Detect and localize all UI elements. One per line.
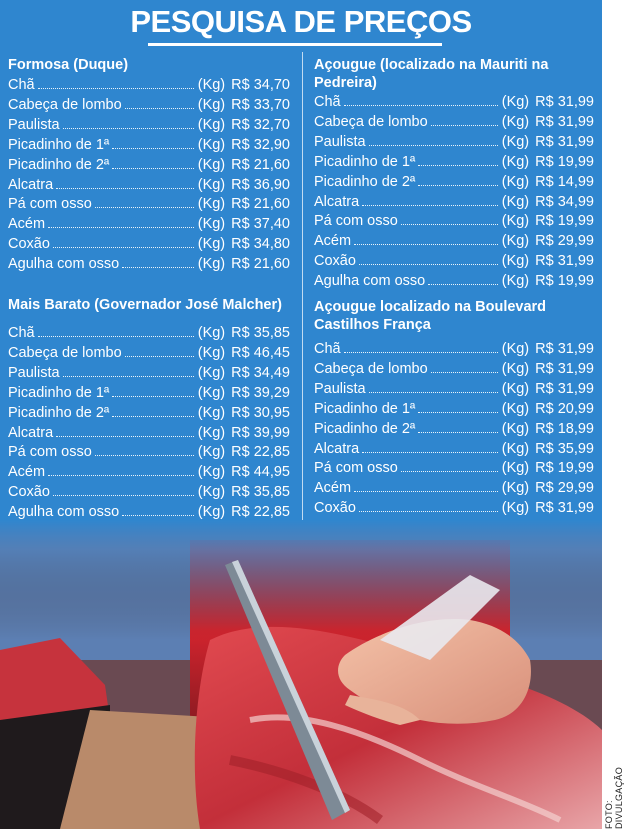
price-value: R$ 20,99 (535, 400, 594, 417)
cut-name: Alcatra (8, 176, 54, 193)
cut-name: Paulista (8, 116, 60, 133)
dot-leader (112, 137, 193, 149)
page-title: PESQUISA DE PREÇOS (130, 4, 472, 39)
price-value: R$ 34,99 (535, 193, 594, 210)
cut-name: Agulha com osso (8, 504, 120, 521)
unit-label: (Kg) (501, 420, 530, 437)
unit-label: (Kg) (501, 400, 530, 417)
unit-label: (Kg) (501, 440, 530, 457)
price-value: R$ 32,90 (231, 136, 290, 153)
price-row (8, 344, 290, 364)
price-row (8, 404, 290, 424)
price-row (8, 235, 290, 255)
price-value: R$ 31,99 (535, 133, 594, 150)
cut-name: Chã (314, 341, 341, 357)
unit-label: (Kg) (501, 193, 530, 210)
price-value: R$ 21,60 (231, 256, 290, 273)
photo-credit: FOTO: DIVULGAÇÃO (604, 766, 624, 829)
cut-name: Acém (314, 233, 352, 250)
price-value: R$ 19,99 (535, 273, 594, 290)
dot-leader (53, 236, 194, 248)
unit-label: (Kg) (197, 116, 226, 133)
dot-leader (418, 421, 497, 433)
price-row (8, 384, 290, 404)
dot-leader (401, 460, 498, 472)
store-name: Mais Barato (Governador José Malcher) (8, 297, 282, 313)
price-row (314, 113, 594, 133)
price-row (314, 272, 594, 292)
unit-label: (Kg) (501, 233, 530, 250)
unit-label: (Kg) (197, 216, 226, 233)
cut-name: Chã (314, 94, 341, 110)
dot-leader (369, 134, 498, 146)
dot-leader (63, 117, 194, 129)
price-list (8, 76, 290, 275)
unit-label: (Kg) (501, 273, 530, 290)
price-list (8, 324, 290, 523)
unit-label: (Kg) (197, 325, 226, 341)
price-row (314, 400, 594, 420)
price-value: R$ 31,99 (535, 380, 594, 397)
price-value: R$ 35,85 (231, 325, 290, 341)
price-value: R$ 37,40 (231, 216, 290, 233)
unit-label: (Kg) (197, 444, 226, 461)
cut-name: Coxão (8, 236, 50, 253)
dot-leader (359, 253, 498, 265)
dot-leader (359, 500, 498, 512)
price-list (314, 93, 594, 292)
unit-label: (Kg) (501, 360, 530, 377)
price-row (314, 232, 594, 252)
cut-name: Cabeça de lombo (314, 360, 428, 377)
dot-leader (431, 114, 498, 126)
unit-label: (Kg) (197, 196, 226, 213)
cut-name: Paulista (8, 364, 60, 381)
price-value: R$ 22,85 (231, 504, 290, 521)
dot-leader (401, 213, 498, 225)
cut-name: Cabeça de lombo (314, 113, 428, 130)
dot-leader (418, 401, 497, 413)
unit-label: (Kg) (197, 236, 226, 253)
price-value: R$ 31,99 (535, 360, 594, 377)
dot-leader (112, 385, 193, 397)
dot-leader (344, 94, 498, 106)
dot-leader (418, 154, 497, 166)
unit-label: (Kg) (197, 136, 226, 153)
unit-label: (Kg) (197, 424, 226, 441)
unit-label: (Kg) (501, 213, 530, 230)
cut-name: Picadinho de 1ª (314, 153, 416, 170)
cut-name: Pá com osso (314, 460, 398, 477)
unit-label: (Kg) (501, 480, 530, 497)
dot-leader (112, 157, 193, 169)
dot-leader (48, 216, 194, 228)
price-value: R$ 30,95 (231, 404, 290, 421)
dot-leader (344, 341, 498, 353)
title-underline (148, 43, 442, 46)
price-row (8, 364, 290, 384)
price-value: R$ 31,99 (535, 341, 594, 357)
price-row (314, 340, 594, 360)
price-row (314, 420, 594, 440)
price-value: R$ 36,90 (231, 176, 290, 193)
cut-name: Acém (8, 464, 46, 481)
unit-label: (Kg) (501, 113, 530, 130)
cut-name: Cabeça de lombo (8, 344, 122, 361)
price-value: R$ 35,85 (231, 484, 290, 501)
unit-label: (Kg) (197, 344, 226, 361)
store-mais-barato (8, 296, 290, 523)
cut-name: Pá com osso (314, 213, 398, 230)
dot-leader (428, 273, 498, 285)
cut-name: Agulha com osso (8, 256, 120, 273)
price-row (8, 324, 290, 344)
price-row (8, 156, 290, 176)
price-row (8, 424, 290, 444)
price-row (314, 93, 594, 113)
cut-name: Alcatra (314, 193, 360, 210)
price-row (314, 380, 594, 400)
dot-leader (48, 464, 194, 476)
unit-label: (Kg) (501, 94, 530, 110)
store-name: Açougue localizado na Boulevard Castilhos França (314, 299, 547, 333)
dot-leader (122, 504, 194, 516)
price-value: R$ 19,99 (535, 153, 594, 170)
dot-leader (125, 97, 194, 109)
dot-leader (38, 325, 194, 337)
store-acougue-mauriti (314, 56, 594, 292)
cut-name: Picadinho de 2ª (8, 156, 110, 173)
price-row (314, 173, 594, 193)
unit-label: (Kg) (501, 500, 530, 517)
cut-name: Picadinho de 1ª (8, 384, 110, 401)
price-value: R$ 22,85 (231, 444, 290, 461)
price-row (314, 252, 594, 272)
cut-name: Pá com osso (8, 196, 92, 213)
cut-name: Coxão (8, 484, 50, 501)
cut-name: Picadinho de 2ª (314, 420, 416, 437)
cut-name: Alcatra (314, 440, 360, 457)
price-row (8, 483, 290, 503)
unit-label: (Kg) (501, 133, 530, 150)
cut-name: Chã (8, 77, 35, 93)
cut-name: Paulista (314, 380, 366, 397)
column-divider (302, 52, 303, 530)
price-row (8, 116, 290, 136)
cut-name: Paulista (314, 133, 366, 150)
dot-leader (95, 196, 194, 208)
price-row (314, 479, 594, 499)
dot-leader (95, 444, 194, 456)
price-list (314, 340, 594, 539)
dot-leader (38, 77, 194, 89)
dot-leader (53, 484, 194, 496)
price-value: R$ 34,49 (231, 364, 290, 381)
unit-label: (Kg) (501, 173, 530, 190)
cut-name: Alcatra (8, 424, 54, 441)
dot-leader (125, 345, 194, 357)
price-row (8, 443, 290, 463)
price-row (314, 459, 594, 479)
store-formosa (8, 56, 290, 275)
price-row (314, 193, 594, 213)
cut-name: Cabeça de lombo (8, 96, 122, 113)
price-row (8, 195, 290, 215)
price-value: R$ 39,29 (231, 384, 290, 401)
unit-label: (Kg) (197, 364, 226, 381)
price-row (8, 255, 290, 275)
price-value: R$ 32,70 (231, 116, 290, 133)
unit-label: (Kg) (501, 153, 530, 170)
cut-name: Picadinho de 1ª (314, 400, 416, 417)
unit-label: (Kg) (197, 404, 226, 421)
cut-name: Coxão (314, 253, 356, 270)
price-row (8, 176, 290, 196)
price-value: R$ 35,99 (535, 440, 594, 457)
unit-label: (Kg) (197, 156, 226, 173)
unit-label: (Kg) (501, 380, 530, 397)
price-row (314, 440, 594, 460)
price-value: R$ 29,99 (535, 480, 594, 497)
cut-name: Pá com osso (8, 444, 92, 461)
price-value: R$ 19,99 (535, 213, 594, 230)
price-row (314, 133, 594, 153)
price-row (8, 215, 290, 235)
price-row (314, 153, 594, 173)
unit-label: (Kg) (501, 341, 530, 357)
unit-label: (Kg) (197, 484, 226, 501)
dot-leader (112, 405, 193, 417)
cut-name: Picadinho de 2ª (314, 173, 416, 190)
cut-name: Acém (8, 216, 46, 233)
price-value: R$ 31,99 (535, 500, 594, 517)
price-row (8, 463, 290, 483)
cut-name: Coxão (314, 500, 356, 517)
price-row (314, 212, 594, 232)
unit-label: (Kg) (501, 253, 530, 270)
price-value: R$ 31,99 (535, 94, 594, 110)
dot-leader (56, 177, 194, 189)
price-row (314, 499, 594, 519)
unit-label: (Kg) (197, 77, 226, 93)
price-value: R$ 19,99 (535, 460, 594, 477)
unit-label: (Kg) (197, 384, 226, 401)
price-row (8, 136, 290, 156)
dot-leader (63, 365, 194, 377)
price-value: R$ 21,60 (231, 156, 290, 173)
dot-leader (362, 441, 498, 453)
unit-label: (Kg) (197, 256, 226, 273)
cut-name: Picadinho de 2ª (8, 404, 110, 421)
dot-leader (56, 425, 194, 437)
dot-leader (122, 256, 194, 268)
unit-label: (Kg) (197, 176, 226, 193)
price-value: R$ 44,95 (231, 464, 290, 481)
unit-label: (Kg) (197, 464, 226, 481)
store-name: Açougue (localizado na Mauriti na Pedreira) (314, 57, 549, 91)
cut-name: Chã (8, 325, 35, 341)
dot-leader (362, 194, 498, 206)
unit-label: (Kg) (197, 504, 226, 521)
price-value: R$ 29,99 (535, 233, 594, 250)
price-value: R$ 39,99 (231, 424, 290, 441)
store-acougue-boulevard (314, 298, 594, 539)
dot-leader (369, 381, 498, 393)
price-value: R$ 31,99 (535, 113, 594, 130)
price-row (314, 360, 594, 380)
price-value: R$ 18,99 (535, 420, 594, 437)
price-value: R$ 14,99 (535, 173, 594, 190)
price-value: R$ 33,70 (231, 96, 290, 113)
cut-name: Picadinho de 1ª (8, 136, 110, 153)
store-name: Formosa (Duque) (8, 57, 129, 73)
unit-label: (Kg) (197, 96, 226, 113)
meat-photo (0, 520, 602, 829)
price-value: R$ 31,99 (535, 253, 594, 270)
cut-name: Acém (314, 480, 352, 497)
price-value: R$ 21,60 (231, 196, 290, 213)
price-row (8, 96, 290, 116)
cut-name: Agulha com osso (314, 273, 426, 290)
dot-leader (354, 233, 498, 245)
dot-leader (431, 361, 498, 373)
unit-label: (Kg) (501, 460, 530, 477)
dot-leader (354, 480, 498, 492)
price-row (8, 76, 290, 96)
price-value: R$ 34,70 (231, 77, 290, 93)
dot-leader (418, 174, 497, 186)
price-value: R$ 46,45 (231, 344, 290, 361)
price-value: R$ 34,80 (231, 236, 290, 253)
